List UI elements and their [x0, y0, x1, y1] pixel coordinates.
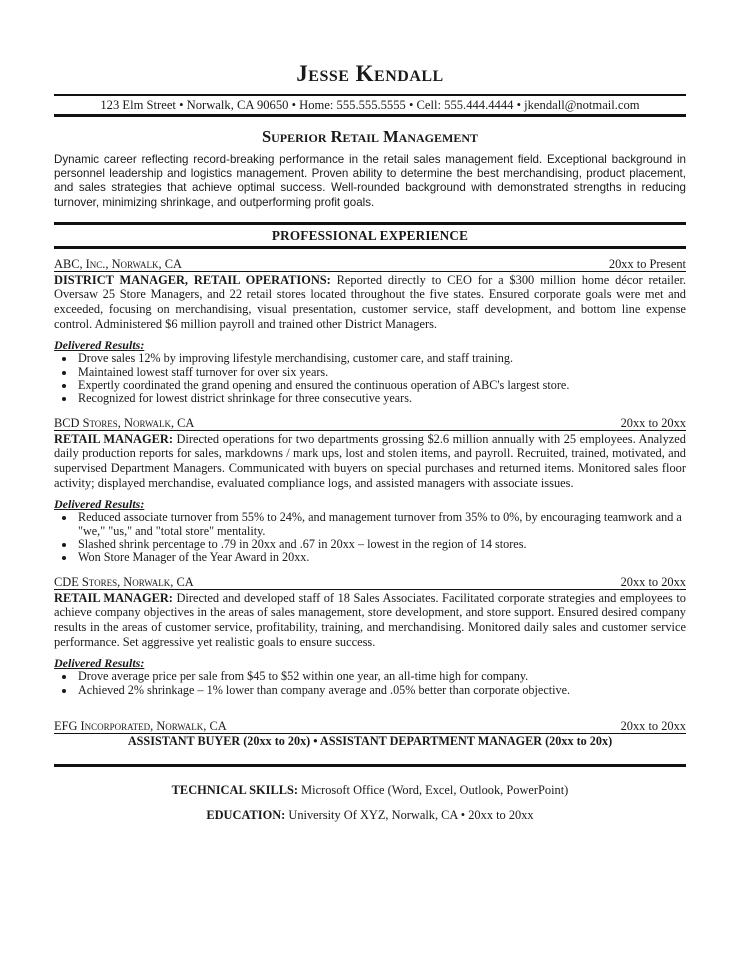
- job-title: RETAIL MANAGER:: [54, 431, 173, 446]
- results-list: [54, 670, 686, 697]
- job-entry: [54, 257, 686, 406]
- education: [54, 808, 686, 823]
- job-description-text: Reported directly to CEO for a $300 million home décor retailer. Oversaw 25 Store Managers, and 22 retail stores located throughout the five states. Ensured corporate goals were met and exceeded, focusing on merchandising, visual presentation, customer service, staff development, and bottom line expense control. Administered $6 million payroll and trained other District Managers.: [54, 272, 686, 331]
- job-dates: 20xx to 20xx: [620, 415, 686, 430]
- job-title: RETAIL MANAGER:: [54, 590, 173, 605]
- job-entry: [54, 575, 686, 697]
- results-list: [54, 352, 686, 406]
- results-label: Delivered Results:: [54, 338, 145, 353]
- job-header: [54, 416, 686, 431]
- job-title: DISTRICT MANAGER, RETAIL OPERATIONS:: [54, 272, 331, 287]
- skills-label: TECHNICAL SKILLS:: [171, 783, 299, 797]
- job-description-text: Directed operations for two departments grossing $2.6 million annually with 25 employees. Analyzed daily production reports for sales, markdowns / mark ups, lost and stolen items, and payroll. Recruited, trained, motivated, and supervised Department Managers. Communicated with buyers on special purchases and returned items. Monitored sales floor activity; displayed merchandise, evaluated compliance logs, and assisted managers with associate issues.: [54, 431, 686, 490]
- job-description: [54, 432, 686, 490]
- job-dates: 20xx to 20xx: [620, 574, 686, 589]
- job-roles: ASSISTANT BUYER (20xx to 20x) • ASSISTANT DEPARTMENT MANAGER (20xx to 20x): [127, 734, 613, 748]
- summary-paragraph: Dynamic career reflecting record-breaking performance in the retail sales management field. Exceptional background in personnel leadership and logistics management. Proven ability to determine the best merchandising, product placement, and sales strategies that achieve optimal success. Well-rounded background with demonstrated strengths in reducing turnover, minimizing shrinkage, and outperforming profit goals.: [54, 153, 686, 209]
- resume-headline: Superior Retail Management: [261, 127, 479, 146]
- contact-line: 123 Elm Street • Norwalk, CA 90650 • Home: 555.555.5555 • Cell: 555.444.4444 • jkendall@notmail.com: [54, 94, 686, 117]
- education-value: University Of XYZ, Norwalk, CA • 20xx to 20xx: [285, 808, 534, 822]
- experience-heading: PROFESSIONAL EXPERIENCE: [54, 222, 686, 249]
- education-label: EDUCATION:: [206, 808, 286, 822]
- result-item: • Reduced associate turnover from 55% to 24%, and management turnover from 35% to 0%, by encouraging teamwork and a "we," "us," and "total store" mentality.: [76, 511, 686, 538]
- job-description: [54, 591, 686, 649]
- job-header: [54, 257, 686, 272]
- result-item: • Maintained lowest staff turnover for over six years.: [76, 366, 686, 379]
- job-dates: 20xx to 20xx: [620, 719, 686, 733]
- result-item: • Expertly coordinated the grand opening and ensured the continuous operation of ABC's largest store.: [76, 379, 686, 392]
- result-item: • Recognized for lowest district shrinkage for three consecutive years.: [76, 392, 686, 405]
- job-header: [54, 719, 686, 734]
- result-item: • Drove average price per sale from $45 to $52 within one year, an all-time high for company.: [76, 670, 686, 683]
- skills-value: Microsoft Office (Word, Excel, Outlook, PowerPoint): [298, 783, 569, 797]
- candidate-name: Jesse Kendall: [296, 61, 444, 86]
- company-name: BCD Stores, Norwalk, CA: [54, 415, 195, 430]
- job-entry: [54, 416, 686, 565]
- technical-skills: [54, 783, 686, 798]
- result-item: • Slashed shrink percentage to .79 in 20xx and .67 in 20xx – lowest in the region of 14 stores.: [76, 538, 686, 551]
- job-description: [54, 273, 686, 331]
- company-name: CDE Stores, Norwalk, CA: [54, 574, 194, 589]
- result-item: • Won Store Manager of the Year Award in 20xx.: [76, 551, 686, 564]
- job-description-text: Directed and developed staff of 18 Sales Associates. Facilitated corporate strategies and employees to achieve company objectives in the areas of sales management, store development, and store support. Ensured desired company results in the areas of customer service, profitability, training, and merchandising. Monitored daily sales and customer service performance. Set aggressive yet realistic goals to ensure success.: [54, 590, 686, 649]
- results-list: [54, 511, 686, 565]
- result-item: • Drove sales 12% by improving lifestyle merchandising, customer care, and staff training.: [76, 352, 686, 365]
- company-name: EFG Incorporated, Norwalk, CA: [54, 719, 227, 733]
- results-label: Delivered Results:: [54, 497, 145, 512]
- job-header: [54, 575, 686, 590]
- result-item: • Achieved 2% shrinkage – 1% lower than company average and .05% better than corporate objective.: [76, 684, 686, 697]
- company-name: ABC, Inc., Norwalk, CA: [54, 256, 182, 271]
- section-divider: [54, 764, 686, 767]
- job-dates: 20xx to Present: [608, 256, 686, 271]
- job-entry: [54, 719, 686, 748]
- results-label: Delivered Results:: [54, 656, 145, 671]
